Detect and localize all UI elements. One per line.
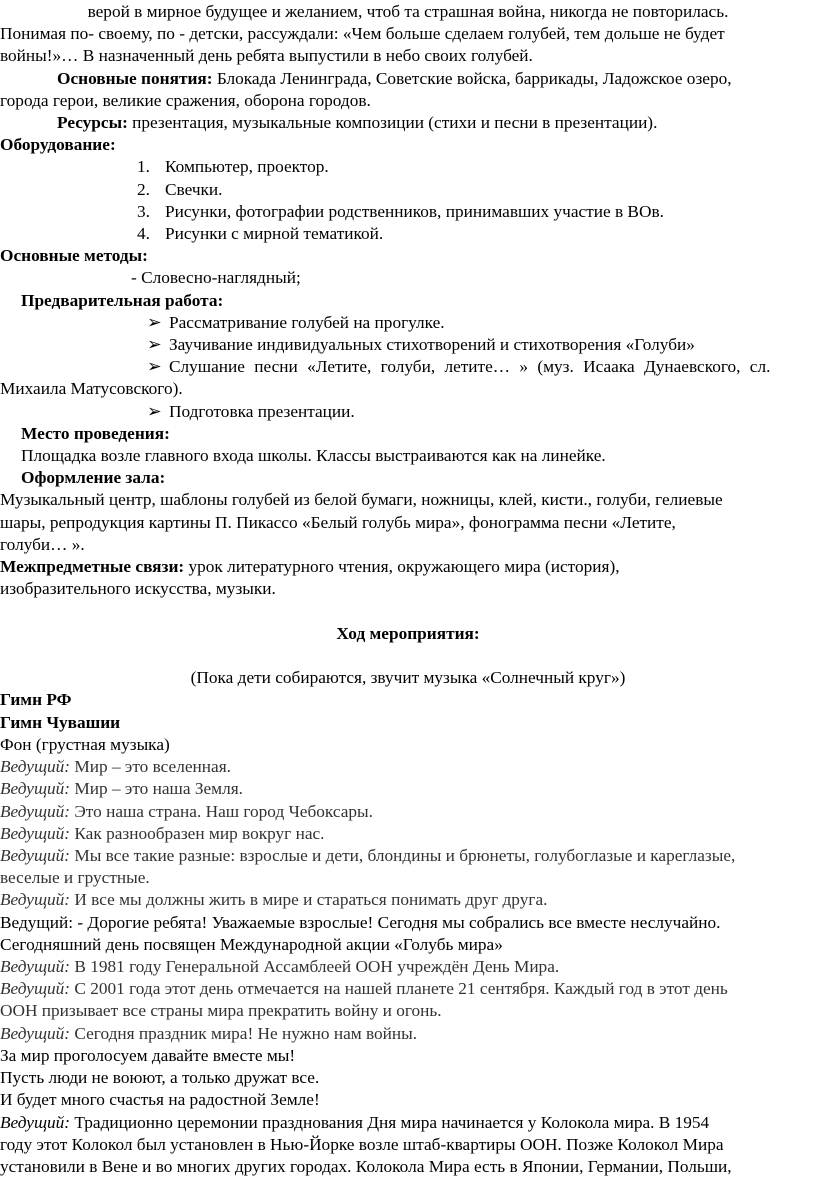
host-label: Ведущий:	[0, 757, 71, 776]
arrow-bullet-icon: ➢	[147, 402, 162, 421]
poem-line-1: За мир проголосуем давайте вместе мы!	[0, 1046, 296, 1065]
prep-item-1: ➢ Рассматривание голубей на прогулке.	[147, 311, 816, 334]
equipment-item-4: 4. Рисунки с мирной тематикой.	[137, 224, 384, 243]
equipment-item-2: 2. Свечки.	[137, 180, 223, 199]
host-line-4: Ведущий: Как разнообразен мир вокруг нас.	[0, 824, 325, 843]
prep-item-4: ➢ Подготовка презентации.	[147, 400, 816, 423]
resources-line	[57, 111, 816, 134]
concepts-line-1	[57, 67, 816, 90]
equipment-label: Оборудование:	[0, 135, 116, 154]
intro-line-2: Понимая по- своему, по - детски, рассуждали: «Чем больше сделаем голубей, тем дольше не будет	[0, 24, 725, 43]
host-line-8: Ведущий: С 2001 года этот день отмечается на нашей планете 21 сентября. Каждый год в этот день	[0, 979, 728, 998]
decor-label: Оформление зала:	[21, 468, 166, 487]
decor-line-1: Музыкальный центр, шаблоны голубей из белой бумаги, ножницы, клей, кисти., голуби, гелиевые	[0, 490, 723, 509]
methods-label: Основные методы:	[0, 246, 148, 265]
host-line-3: Ведущий: Это наша страна. Наш город Чебоксары.	[0, 802, 373, 821]
methods-item: - Словесно-наглядный;	[131, 268, 301, 287]
host-line-9: Ведущий: Сегодня праздник мира! Не нужно нам войны.	[0, 1024, 418, 1043]
equipment-item-3: 3. Рисунки, фотографии родственников, принимавших участие в ВОв.	[137, 202, 664, 221]
host-label: Ведущий:	[0, 824, 71, 843]
host-label: Ведущий:	[0, 979, 71, 998]
concepts-line-2: города герои, великие сражения, оборона городов.	[0, 91, 371, 110]
greeting-line-1: Ведущий: - Дорогие ребята! Уважаемые взрослые! Сегодня мы собрались все вместе неслучайно.	[0, 913, 721, 932]
anthem-chuvashia: Гимн Чувашии	[0, 713, 121, 732]
poem-line-3: И будет много счастья на радостной Земле!	[0, 1090, 320, 1109]
bell-line-3: установили в Вене и во многих других городах. Колокола Мира есть в Японии, Германии, Польши,	[0, 1157, 732, 1176]
anthem-rf: Гимн РФ	[0, 690, 72, 709]
host-line-2: Ведущий: Мир – это наша Земля.	[0, 779, 243, 798]
venue-label: Место проведения:	[21, 424, 170, 443]
decor-line-3: голуби… ».	[0, 535, 85, 554]
host-label: Ведущий:	[0, 890, 71, 909]
links-line-1	[0, 555, 816, 578]
prep-item-3-cont: Михаила Матусовского).	[0, 379, 183, 398]
host-label: Ведущий:	[0, 779, 71, 798]
bell-line-1: Ведущий: Традиционно церемонии празднования Дня мира начинается у Колокола мира. В 1954	[0, 1113, 710, 1132]
host-line-5: Ведущий: Мы все такие разные: взрослые и дети, блондины и брюнеты, голубоглазые и кареглазые,	[0, 846, 736, 865]
arrow-bullet-icon: ➢	[147, 335, 162, 354]
event-heading: Ход мероприятия:	[336, 624, 480, 643]
arrow-bullet-icon: ➢	[147, 313, 162, 332]
host-label: Ведущий:	[0, 957, 71, 976]
greeting-line-2: Сегодняшний день посвящен Международной акции «Голубь мира»	[0, 935, 503, 954]
event-note: (Пока дети собираются, звучит музыка «Солнечный круг»)	[190, 668, 626, 687]
resources-label: Ресурсы:	[57, 113, 128, 132]
prep-label: Предварительная работа:	[21, 291, 224, 310]
host-line-7: Ведущий: В 1981 году Генеральной Ассамблеей ООН учреждён День Мира.	[0, 957, 560, 976]
bell-line-2: году этот Колокол был установлен в Нью-Йорке возле штаб-квартиры ООН. Позже Колокол Мира	[0, 1135, 724, 1154]
links-label: Межпредметные связи:	[0, 557, 185, 576]
background-music: Фон (грустная музыка)	[0, 735, 170, 754]
host-label: Ведущий:	[0, 1113, 71, 1132]
intro-line-1: верой в мирное будущее и желанием, чтоб та страшная война, никогда не повторилась.	[87, 2, 729, 21]
links-text-1: урок литературного чтения, окружающего мира (история),	[184, 557, 620, 576]
venue-text: Площадка возле главного входа школы. Классы выстраиваются как на линейке.	[21, 446, 606, 465]
host-line-1: Ведущий: Мир – это вселенная.	[0, 757, 231, 776]
host-label: Ведущий:	[0, 802, 71, 821]
poem-line-2: Пусть люди не воюют, а только дружат все.	[0, 1068, 320, 1087]
host-label: Ведущий:	[0, 1024, 71, 1043]
host-line-5-cont: веселые и грустные.	[0, 868, 150, 887]
prep-item-3: ➢ Слушание песни «Летите, голуби, летите… » (муз. Исаака Дунаевского, сл.	[147, 355, 816, 378]
links-line-2: изобразительного искусства, музыки.	[0, 579, 276, 598]
arrow-bullet-icon: ➢	[147, 357, 162, 376]
equipment-item-1: 1. Компьютер, проектор.	[137, 157, 329, 176]
resources-text: презентация, музыкальные композиции (стихи и песни в презентации).	[127, 113, 658, 132]
decor-line-2: шары, репродукция картины П. Пикассо «Белый голубь мира», фонограмма песни «Летите,	[0, 513, 676, 532]
concepts-label: Основные понятия:	[57, 69, 213, 88]
intro-line-3: войны!»… В назначенный день ребята выпустили в небо своих голубей.	[0, 46, 533, 65]
concepts-text-1: Блокада Ленинграда, Советские войска, баррикады, Ладожское озеро,	[212, 69, 732, 88]
host-line-8-cont: ООН призывает все страны мира прекратить войну и огонь.	[0, 1001, 442, 1020]
prep-item-2: ➢ Заучивание индивидуальных стихотворений и стихотворения «Голуби»	[147, 333, 816, 356]
host-label: Ведущий:	[0, 846, 71, 865]
host-line-6: Ведущий: И все мы должны жить в мире и стараться понимать друг друга.	[0, 890, 548, 909]
